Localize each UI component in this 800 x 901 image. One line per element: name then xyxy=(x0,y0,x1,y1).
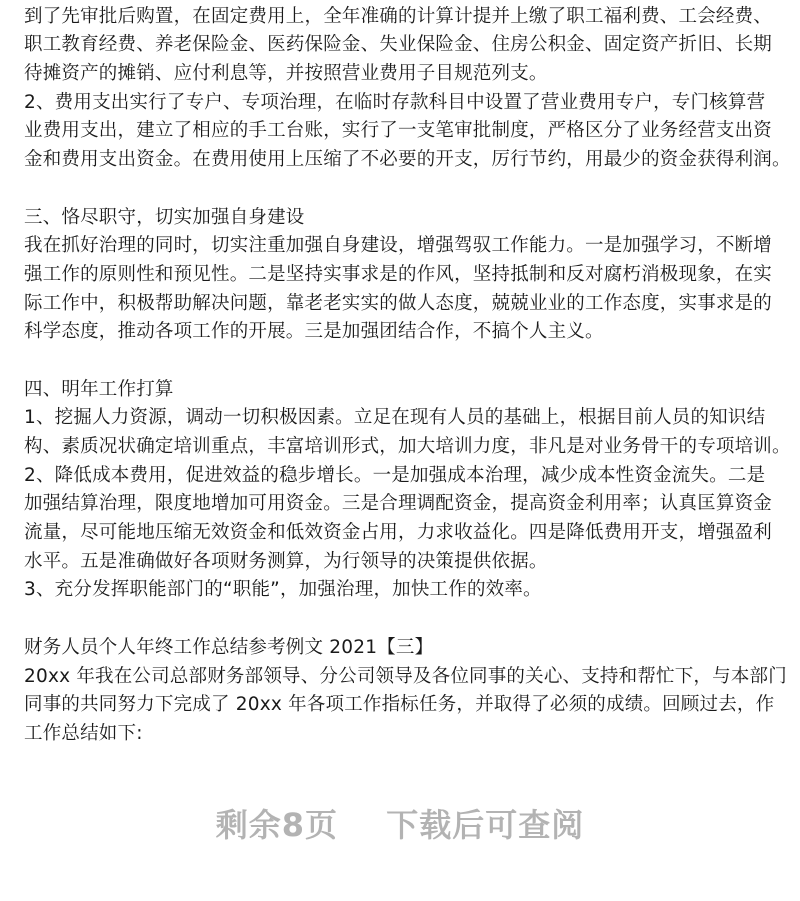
text-line: 2、降低成本费用，促进效益的稳步增长。一是加强成本治理，减少成本性资金流失。二是 xyxy=(24,464,766,486)
text-line: 我在抓好治理的同时，切实注重加强自身建设，增强驾驭工作能力。一是加强学习，不断增 xyxy=(24,235,773,257)
blank-line xyxy=(24,605,784,634)
document-body xyxy=(24,0,791,749)
text-line: 到了先审批后购置，在固定费用上，全年准确的计算计提并上缴了职工福利费、工会经费、 xyxy=(24,5,773,27)
download-hint-text: 下载后可查阅 xyxy=(386,806,585,844)
text-line: 业费用支出，建立了相应的手工台账，实行了一支笔审批制度，严格区分了业务经营支出资 xyxy=(24,120,773,142)
text-line: 水平。五是准确做好各项财务测算，为行领导的决策提供依据。 xyxy=(24,550,548,572)
blank-line xyxy=(24,347,784,376)
text-line: 3、充分发挥职能部门的“职能”，加强治理，加快工作的效率。 xyxy=(24,579,542,601)
text-line: 际工作中，积极帮助解决问题，靠老老实实的做人态度，兢兢业业的工作态度，实事求是的 xyxy=(24,292,773,314)
text-line: 职工教育经费、养老保险金、医药保险金、失业保险金、住房公积金、固定资产折旧、长期 xyxy=(24,34,773,56)
text-line: 加强结算治理，限度地增加可用资金。三是合理调配资金，提高资金利用率；认真匡算资金 xyxy=(24,493,773,515)
text-line: 20xx 年我在公司总部财务部领导、分公司领导及各位同事的关心、支持和帮忙下，与本部门 xyxy=(24,665,787,687)
remaining-pages-text: 剩余8页 xyxy=(215,806,339,844)
text-line: 2、费用支出实行了专户、专项治理，在临时存款科目中设置了营业费用专户，专门核算营 xyxy=(24,91,766,113)
text-line: 四、明年工作打算 xyxy=(24,378,174,400)
preview-limit-notice[interactable] xyxy=(0,800,800,846)
text-line: 同事的共同努力下完成了 20xx 年各项工作指标任务，并取得了必须的成绩。回顾过去，作 xyxy=(24,694,775,716)
text-line: 流量，尽可能地压缩无效资金和低效资金占用，力求收益化。四是降低费用开支，增强盈利 xyxy=(24,522,773,544)
text-line: 科学态度，推动各项工作的开展。三是加强团结合作，不搞个人主义。 xyxy=(24,321,604,343)
blank-line xyxy=(24,175,784,204)
text-line: 金和费用支出资金。在费用使用上压缩了不必要的开支，厉行节约，用最少的资金获得利润。 xyxy=(24,149,791,171)
text-line: 工作总结如下: xyxy=(24,722,143,744)
text-line: 构、素质况状确定培训重点，丰富培训形式，加大培训力度，非凡是对业务骨干的专项培训。 xyxy=(24,436,791,457)
text-line: 三、恪尽职守，切实加强自身建设 xyxy=(24,206,305,228)
text-line: 强工作的原则性和预见性。二是坚持实事求是的作风，坚持抵制和反对腐朽消极现象，在实 xyxy=(24,263,773,285)
text-line: 财务人员个人年终工作总结参考例文 2021【三】 xyxy=(24,636,434,658)
text-line: 待摊资产的摊销、应付利息等，并按照营业费用子目规范列支。 xyxy=(24,63,548,85)
text-line: 1、挖掘人力资源，调动一切积极因素。立足在现有人员的基础上，根据目前人员的知识结 xyxy=(24,407,766,429)
